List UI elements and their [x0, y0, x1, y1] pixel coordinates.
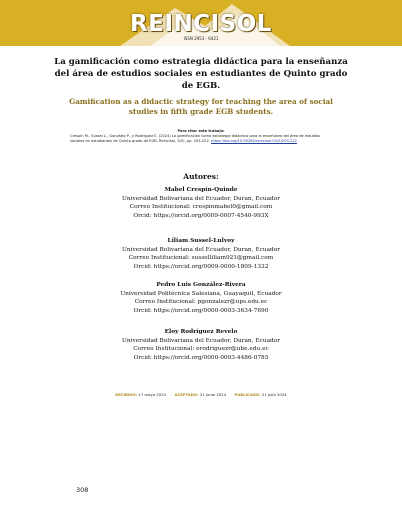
- paper-title-english: Gamification as a didactic strategy for teaching the area of social studies in fifth grade EGB students.: [69, 97, 333, 116]
- received-date: 17 mayo 2024: [138, 392, 166, 397]
- author-block: [60, 281, 342, 315]
- author-orcid[interactable]: Orcid: https://orcid.org/0009-0000-1809-1332: [133, 263, 269, 270]
- author-orcid[interactable]: Orcid: https://orcid.org/0009-0007-4540-993X: [133, 212, 269, 219]
- author-email[interactable]: Correo Institucional: susselliliam921@gmail.com: [128, 255, 274, 261]
- citation-block: [70, 129, 332, 145]
- accepted-date: 21 junio 2024: [199, 392, 226, 397]
- author-affiliation: Universidad Bolivariana del Ecuador, Duran, Ecuador: [122, 246, 280, 253]
- published-label: PUBLICADO:: [234, 392, 261, 397]
- author-name: Liliam Sussel-Lulvoy: [167, 238, 235, 244]
- author-block: [60, 186, 342, 220]
- page-number: 308: [76, 486, 89, 494]
- author-name: Mabel Crespín-Quinde: [164, 187, 238, 193]
- author-email[interactable]: Correo Institucional: erodriguezr@ube.edu.ec: [133, 346, 269, 352]
- journal-logo: REINCISOL: [130, 11, 272, 37]
- citation-text: Crespín M., Sussel L., González P., y Rodríguez E. (2024) La gamificación como estrategia didáctica para la enseñanza del área de estudios sociales en estudiantes de Quinto grado de EGB. Reincisol, 3(5), pp. 203-222.: [70, 134, 320, 144]
- citation-doi-link[interactable]: https://doi.org/10.59282/reincisol.V3(5)203-222: [211, 139, 297, 144]
- author-email[interactable]: Correo Institucional: pgonzalezr@ups.edu.ec: [134, 299, 268, 305]
- publication-dates: [0, 392, 402, 397]
- author-affiliation: Universidad Politécnica Salesiana, Guayaquil, Ecuador: [120, 290, 282, 297]
- published-date: 21 julio 2024: [261, 392, 287, 397]
- authors-heading: Autores:: [183, 172, 219, 181]
- author-email[interactable]: Correo Institucional: crespinmabel0@gmail.com: [129, 204, 273, 210]
- author-name: Eloy Rodríguez Revelo: [164, 329, 238, 335]
- author-block: [60, 237, 342, 271]
- received-label: RECIBIDO:: [115, 392, 138, 397]
- author-name: Pedro Luis González-Rivera: [156, 282, 246, 288]
- author-orcid[interactable]: Orcid: https://orcid.org/0000-0003-4486-0785: [133, 354, 269, 361]
- accepted-label: ACEPTADO:: [174, 392, 199, 397]
- paper-title: La gamificación como estrategia didáctica para la enseñanza del área de estudios sociales en estudiantes de Quinto grado de EGB.: [54, 57, 348, 91]
- author-block: [60, 328, 342, 362]
- author-affiliation: Universidad Bolivariana del Ecuador, Duran, Ecuador: [122, 195, 280, 202]
- author-orcid[interactable]: Orcid: https://orcid.org/0000-0003-3634-7690: [133, 307, 269, 314]
- author-affiliation: Universidad Bolivariana del Ecuador, Duran, Ecuador: [122, 337, 280, 344]
- journal-header: [0, 0, 402, 46]
- citation-heading: Para citar este trabajo:: [177, 129, 225, 133]
- journal-issn: ISSN 2953 - 6421: [183, 36, 219, 41]
